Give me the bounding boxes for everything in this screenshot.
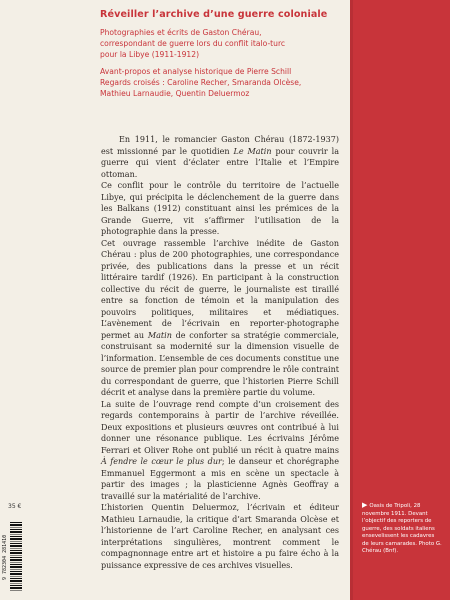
subtitle-line: correspondant de guerre lors du conflit italo-turc	[100, 39, 286, 48]
newspaper-title: Le Matin	[233, 146, 272, 156]
credits-line: Regards croisés : Caroline Recher, Smaranda Olcèse,	[100, 78, 302, 87]
text-run: Cet ouvrage rassemble l’archive inédite de Gaston Chérau : plus de 200 photographies, une correspondance privée, des publications dans la presse et un récit littéraire tardif (1926). En participant à la construction collective du récit de guerre, le journaliste est tiraillé entre sa fonction de témoin et la manipulation des pouvoirs politiques, militaires et médiatiques. L’avènement de l’écrivain en reporter-photographe permet au	[101, 238, 339, 340]
text-run: pour couvrir la guerre qui vient d’éclater entre l’Italie et l’Empire ottoman.	[101, 146, 340, 179]
subtitle-line: pour la Libye (1911-1912)	[100, 50, 200, 59]
paragraph-2: Ce conflit pour le contrôle du territoire de l’actuelle Libye, qui précipita le déclenchement de la guerre dans les Balkans (1912) constituant ainsi les prémices de la Grande Guerre, vit s’affirmer l’utilisation de la photographie dans la presse.	[101, 181, 339, 236]
price-label: 35 €	[8, 503, 22, 510]
isbn-number: 9 782304 281410	[2, 534, 8, 580]
text-run: de conforter sa stratégie commerciale, construisant sa modernité sur la dimension visuelle de l’information. L’ensemble de ces documents constitue une source de premier plan pour comprendre le rôle contraint du correspondant de guerre, que l’historien Pierre Schill décrit et analyse dans la première partie du volume.	[101, 330, 339, 397]
paragraph-1	[101, 134, 339, 180]
blurb-text	[101, 134, 339, 571]
book-title-italic: À fendre le cœur le plus dur	[101, 457, 222, 466]
text-run: En 1911, le romancier Gaston Chérau (1872-1937) est missionné par le quotidien	[101, 135, 339, 156]
barcode	[10, 522, 22, 592]
text-run: ; le danseur et chorégraphe Emmanuel Eggermont a mis en scène un spectacle à partir des images ; la plasticienne Agnès Geoffray a travaillé sur la matérialité de l’archive.	[101, 457, 339, 501]
paragraph-3	[101, 238, 339, 399]
caption-text: Oasis de Tripoli, 28 novembre 1911. Devant l’objectif des reporters de guerre, des soldats italiens ensevelissent les cadavres de leurs camarades. Photo G. Chérau (Bnf).	[362, 503, 442, 554]
book-subtitle	[100, 27, 340, 60]
credits-line: Mathieu Larnaudie, Quentin Deluermoz	[100, 89, 250, 98]
newspaper-title: Matin	[147, 330, 172, 340]
paragraph-5: L’historien Quentin Deluermoz, l’écrivain et éditeur Mathieu Larnaudie, la critique d’art Smaranda Olcèse et l’historienne de l’art Caroline Recher, en analysant ces interprétations singulières, montrent comment le compagnonnage entre art et histoire a pu faire écho à la puissance expressive de ces archives visuelles.	[101, 503, 339, 570]
triangle-right-icon: ▶	[362, 501, 368, 509]
text-run: La suite de l’ouvrage rend compte d’un croisement des regards contemporains à partir de l’archive réveillée. Deux expositions et plusieurs œuvres ont contribué à lui donner une résonance publique. Les écrivains Jérôme Ferrari et Oliver Rohe ont publié un récit à quatre mains	[101, 399, 339, 455]
header	[100, 8, 340, 99]
contributors	[100, 66, 340, 99]
credits-line: Avant-propos et analyse historique de Pierre Schill	[100, 67, 292, 76]
paragraph-4	[101, 399, 339, 503]
subtitle-line: Photographies et écrits de Gaston Chérau,	[100, 28, 262, 37]
book-title: Réveiller l’archive d’une guerre coloniale	[100, 9, 328, 20]
photo-caption	[362, 502, 442, 556]
